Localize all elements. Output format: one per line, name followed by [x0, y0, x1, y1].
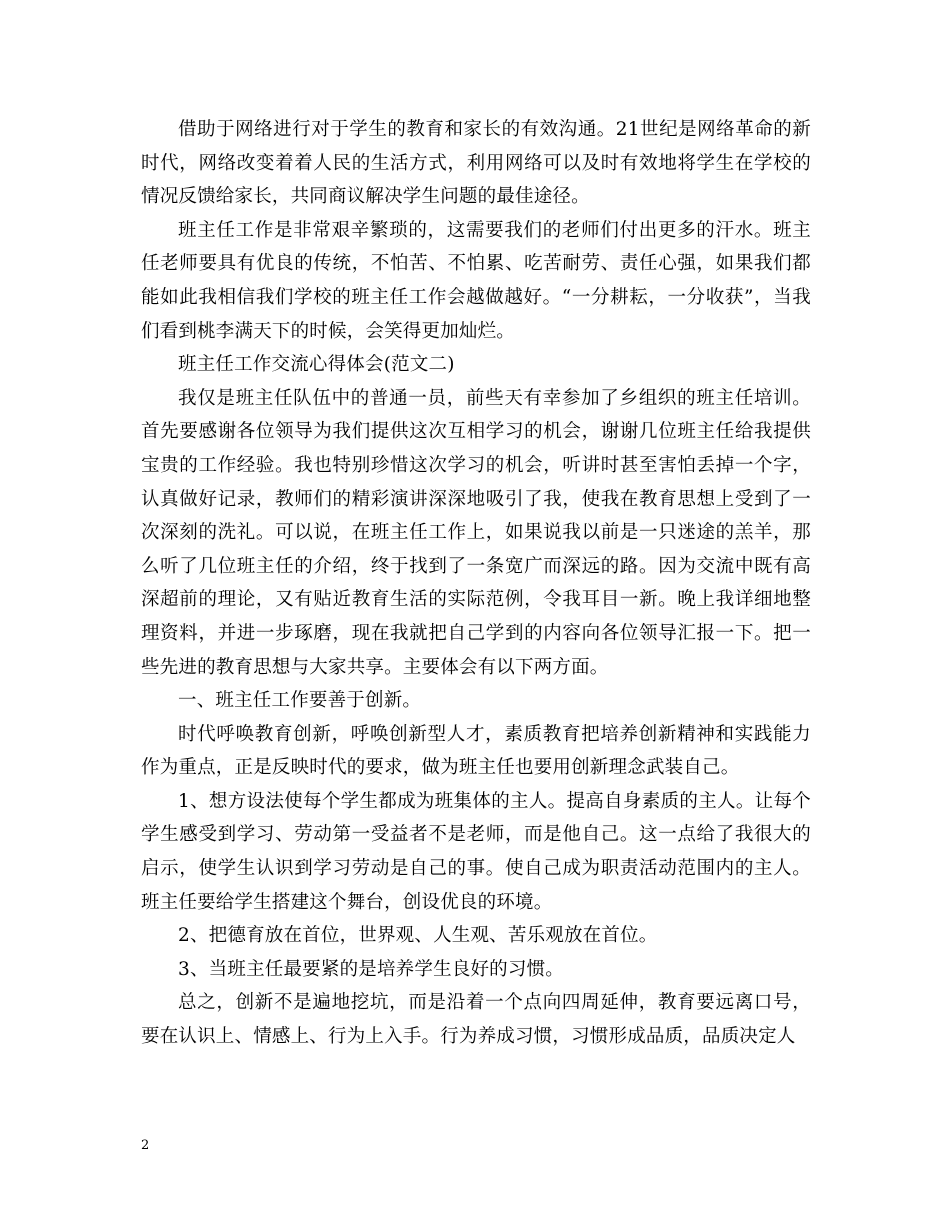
- paragraph-2: 班主任工作是非常艰辛繁琐的，这需要我们的老师们付出更多的汗水。班主任老师要具有优良的传统，不怕苦、不怕累、吃苦耐劳、责任心强，如果我们都能如此我相信我们学校的班主任工作会越做越好。“一分耕耘，一分收获”，当我们看到桃李满天下的时候，会笑得更加灿烂。: [141, 219, 811, 342]
- paragraph-5: 总之，创新不是遍地挖坑，而是沿着一个点向四周延伸，教育要远离口号，要在认识上、情感上、行为上入手。行为养成习惯，习惯形成品质，品质决定人: [141, 992, 811, 1048]
- paragraph-3: 我仅是班主任队伍中的普通一员，前些天有幸参加了乡组织的班主任培训。首先要感谢各位领导为我们提供这次互相学习的机会，谢谢几位班主任给我提供宝贵的工作经验。我也特别珍惜这次学习的机会，听讲时甚至害怕丢掉一个字，认真做好记录，教师们的精彩演讲深深地吸引了我，使我在教育思想上受到了一次深刻的洗礼。可以说，在班主任工作上，如果说我以前是一只迷途的羔羊，那么听了几位班主任的介绍，终于找到了一条宽广而深远的路。因为交流中既有高深超前的理论，又有贴近教育生活的实际范例，令我耳目一新。晚上我详细地整理资料，并进一步琢磨，现在我就把自己学到的内容向各位领导汇报一下。把一些先进的教育思想与大家共享。主要体会有以下两方面。: [141, 387, 811, 678]
- document-body: [141, 113, 811, 1054]
- paragraph-4: 时代呼唤教育创新，呼唤创新型人才，素质教育把培养创新精神和实践能力作为重点，正是反映时代的要求，做为班主任也要用创新理念武装自己。: [141, 723, 811, 779]
- list-item-2: 2、把德育放在首位，世界观、人生观、苦乐观放在首位。: [178, 925, 658, 947]
- section-heading-innovation: 一、班主任工作要善于创新。: [178, 690, 422, 712]
- list-item-3: 3、当班主任最要紧的是培养学生良好的习惯。: [178, 958, 564, 980]
- page-number: 2: [141, 1138, 150, 1153]
- paragraph-1: 借助于网络进行对于学生的教育和家长的有效沟通。21世纪是网络革命的新时代，网络改变着着人民的生活方式，利用网络可以及时有效地将学生在学校的情况反馈给家长，共同商议解决学生问题的最佳途径。: [141, 119, 811, 208]
- section-heading-essay-2: 班主任工作交流心得体会(范文二): [178, 354, 455, 376]
- list-item-1: 1、想方设法使每个学生都成为班集体的主人。提高自身素质的主人。让每个学生感受到学习、劳动第一受益者不是老师，而是他自己。这一点给了我很大的启示，使学生认识到学习劳动是自己的事。使自己成为职责活动范围内的主人。班主任要给学生搭建这个舞台，创设优良的环境。: [141, 790, 811, 913]
